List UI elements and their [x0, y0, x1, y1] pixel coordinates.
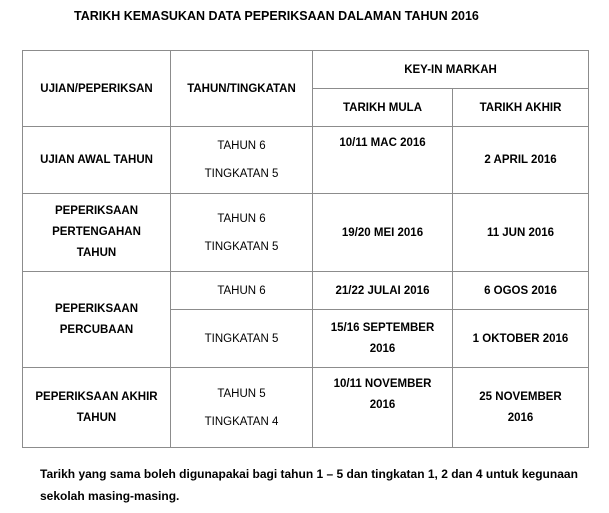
level-line: TAHUN 6: [217, 212, 266, 225]
start-date: [313, 127, 453, 194]
table-row: [23, 194, 589, 272]
end-date: [453, 368, 589, 448]
schedule-table: [22, 50, 589, 448]
exam-name-line: PEPERIKSAAN: [54, 205, 139, 217]
exam-level: TINGKATAN 5: [171, 310, 313, 368]
level-line: TINGKATAN 5: [204, 168, 279, 180]
start-date-line: 10/11 NOVEMBER: [333, 378, 432, 390]
level-line: TINGKATAN 5: [204, 240, 279, 253]
end-date: 6 OGOS 2016: [453, 272, 589, 310]
start-date-line: 2016: [369, 399, 396, 411]
exam-name-line: PEPERIKSAAN: [54, 302, 139, 315]
footnote: Tarikh yang sama boleh digunapakai bagi tahun 1 – 5 dan tingkatan 1, 2 dan 4 untuk kegunaan sekolah masing-masing.: [40, 467, 578, 503]
end-date-line: 2016: [507, 411, 534, 424]
start-date-line: 2016: [369, 342, 396, 355]
end-date-line: 25 NOVEMBER: [479, 390, 562, 403]
header-keyin-markah: KEY-IN MARKAH: [313, 51, 589, 89]
exam-name: [23, 127, 171, 194]
level-line: TAHUN 6: [217, 140, 266, 152]
page-title: TARIKH KEMASUKAN DATA PEPERIKSAAN DALAMAN TAHUN 2016: [74, 9, 479, 23]
start-date-line: 15/16 SEPTEMBER: [330, 321, 435, 334]
exam-name-text: UJIAN AWAL TAHUN: [40, 154, 153, 166]
exam-name: [23, 272, 171, 368]
header-level: TAHUN/TINGKATAN: [171, 51, 313, 127]
exam-level: [171, 194, 313, 272]
exam-name-line: PERCUBAAN: [59, 323, 134, 336]
header-row: [23, 51, 589, 89]
exam-name-line: PERTENGAHAN: [52, 226, 141, 238]
exam-name-line: TAHUN: [76, 411, 117, 424]
exam-name-line: TAHUN: [76, 247, 117, 259]
end-date: 11 JUN 2016: [453, 194, 589, 272]
header-exam: UJIAN/PEPERIKSAN: [23, 51, 171, 127]
exam-name: [23, 194, 171, 272]
exam-name: [23, 368, 171, 448]
exam-name-line: PEPERIKSAAN AKHIR: [35, 390, 158, 403]
start-date: [313, 368, 453, 448]
exam-level: TAHUN 6: [171, 272, 313, 310]
header-start-date: TARIKH MULA: [313, 89, 453, 127]
start-date: 19/20 MEI 2016: [313, 194, 453, 272]
table-row: [23, 127, 589, 194]
level-line: TAHUN 5: [217, 387, 266, 400]
start-date-text: 10/11 MAC 2016: [339, 137, 426, 149]
exam-level: [171, 368, 313, 448]
header-end-date: TARIKH AKHIR: [453, 89, 589, 127]
exam-level: [171, 127, 313, 194]
table-row: [23, 368, 589, 448]
end-date: 2 APRIL 2016: [453, 127, 589, 194]
table-row: [23, 272, 589, 310]
end-date: 1 OKTOBER 2016: [453, 310, 589, 368]
level-line: TINGKATAN 4: [204, 415, 279, 428]
start-date: [313, 310, 453, 368]
start-date: 21/22 JULAI 2016: [313, 272, 453, 310]
